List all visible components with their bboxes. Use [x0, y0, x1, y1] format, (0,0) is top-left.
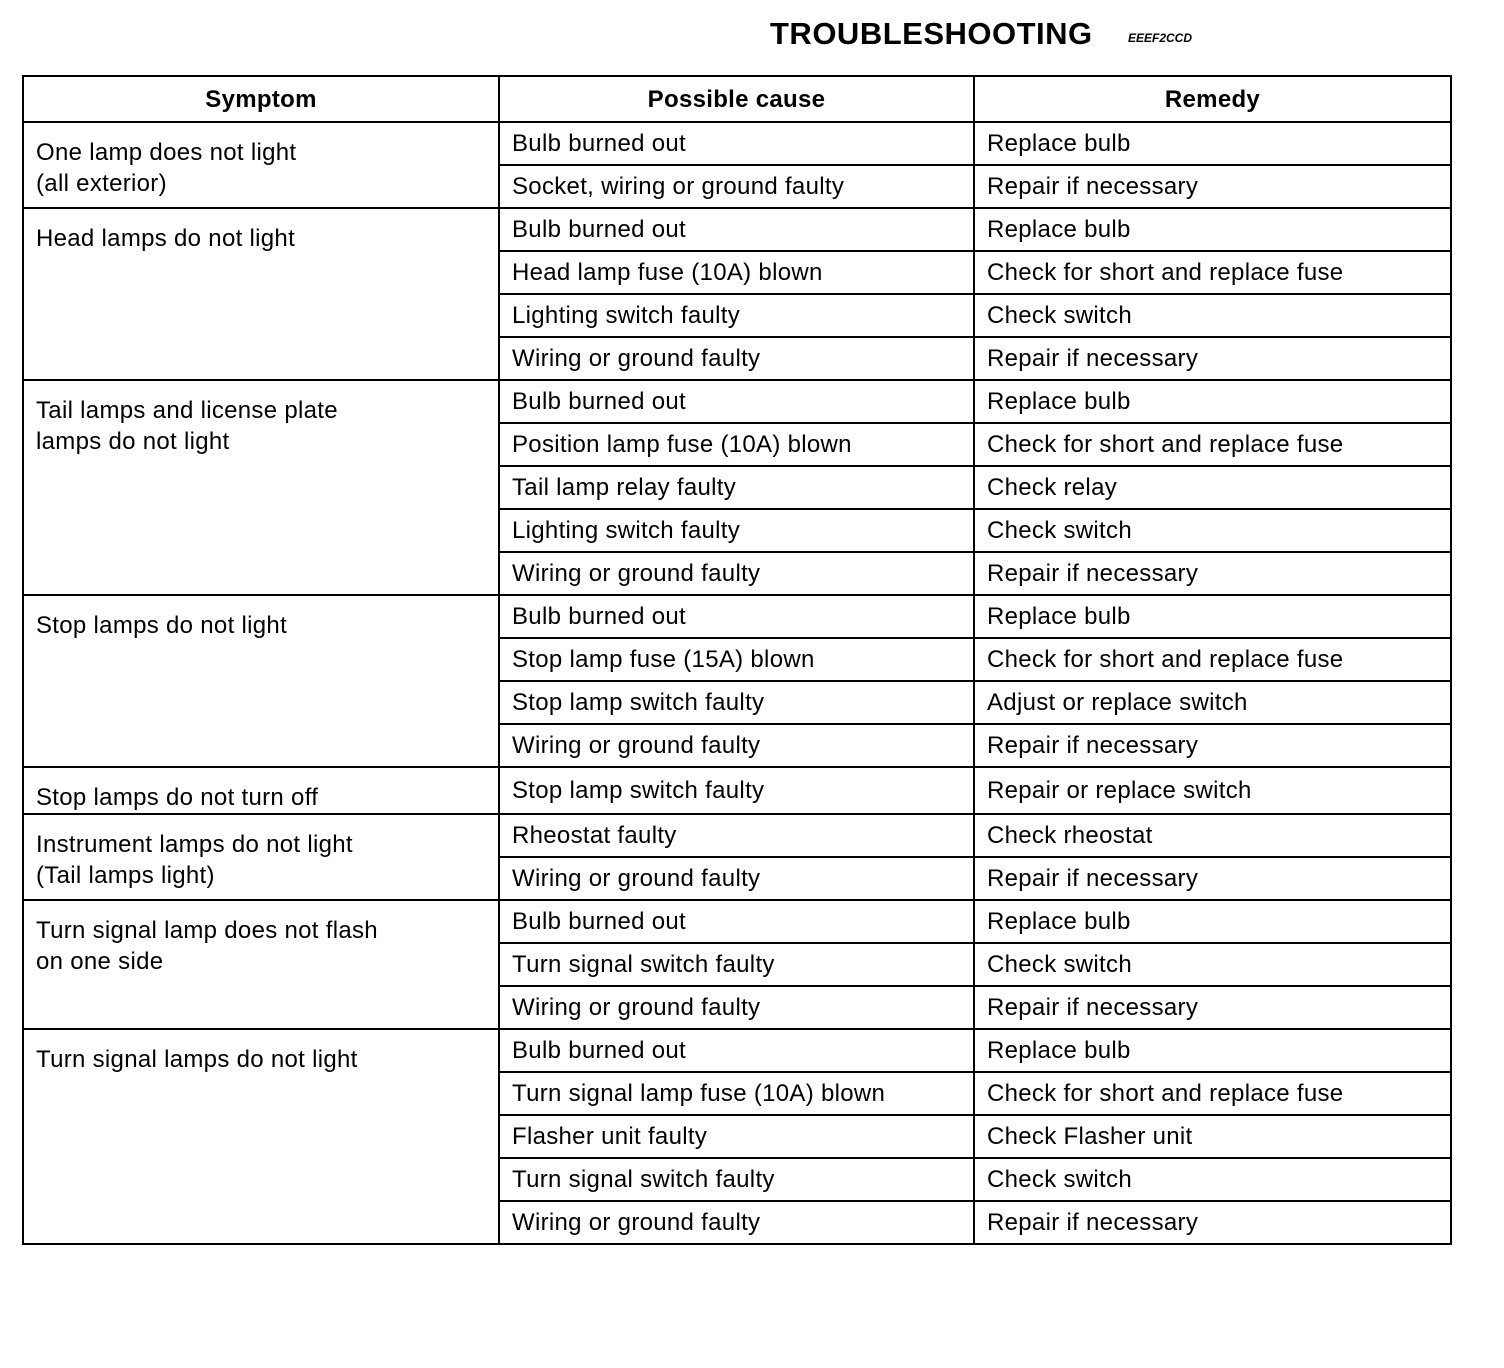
- possible-cause-cell: Socket, wiring or ground faulty: [499, 165, 974, 208]
- possible-cause-cell: Wiring or ground faulty: [499, 337, 974, 380]
- possible-cause-cell: Bulb burned out: [499, 595, 974, 638]
- possible-cause-cell: Wiring or ground faulty: [499, 1201, 974, 1244]
- possible-cause-cell: Head lamp fuse (10A) blown: [499, 251, 974, 294]
- possible-cause-cell: Turn signal lamp fuse (10A) blown: [499, 1072, 974, 1115]
- table-row: [23, 380, 1451, 423]
- possible-cause-cell: Wiring or ground faulty: [499, 552, 974, 595]
- table-row: [23, 595, 1451, 638]
- possible-cause-cell: Wiring or ground faulty: [499, 857, 974, 900]
- table-row: [23, 122, 1451, 165]
- possible-cause-cell: Turn signal switch faulty: [499, 943, 974, 986]
- remedy-cell: Repair if necessary: [974, 165, 1451, 208]
- symptom-cell: Stop lamps do not turn off: [23, 767, 499, 814]
- possible-cause-cell: Bulb burned out: [499, 208, 974, 251]
- remedy-cell: Check switch: [974, 1158, 1451, 1201]
- possible-cause-cell: Bulb burned out: [499, 122, 974, 165]
- possible-cause-cell: Lighting switch faulty: [499, 509, 974, 552]
- remedy-cell: Repair or replace switch: [974, 767, 1451, 814]
- remedy-cell: Check for short and replace fuse: [974, 1072, 1451, 1115]
- remedy-cell: Replace bulb: [974, 122, 1451, 165]
- remedy-cell: Check for short and replace fuse: [974, 638, 1451, 681]
- column-header-symptom: Symptom: [23, 76, 499, 122]
- remedy-cell: Replace bulb: [974, 595, 1451, 638]
- page-header: [0, 12, 1504, 60]
- header-row: [23, 76, 1451, 122]
- possible-cause-cell: Flasher unit faulty: [499, 1115, 974, 1158]
- remedy-cell: Adjust or replace switch: [974, 681, 1451, 724]
- possible-cause-cell: Turn signal switch faulty: [499, 1158, 974, 1201]
- remedy-cell: Replace bulb: [974, 380, 1451, 423]
- possible-cause-cell: Stop lamp switch faulty: [499, 767, 974, 814]
- remedy-cell: Repair if necessary: [974, 986, 1451, 1029]
- remedy-cell: Repair if necessary: [974, 1201, 1451, 1244]
- possible-cause-cell: Bulb burned out: [499, 900, 974, 943]
- remedy-cell: Check relay: [974, 466, 1451, 509]
- symptom-cell: Turn signal lamp does not flash on one side: [23, 900, 499, 1029]
- remedy-cell: Repair if necessary: [974, 857, 1451, 900]
- possible-cause-cell: Position lamp fuse (10A) blown: [499, 423, 974, 466]
- remedy-cell: Replace bulb: [974, 1029, 1451, 1072]
- remedy-cell: Repair if necessary: [974, 337, 1451, 380]
- troubleshooting-table: [22, 75, 1452, 1245]
- remedy-cell: Check for short and replace fuse: [974, 251, 1451, 294]
- possible-cause-cell: Bulb burned out: [499, 380, 974, 423]
- possible-cause-cell: Wiring or ground faulty: [499, 986, 974, 1029]
- remedy-cell: Replace bulb: [974, 900, 1451, 943]
- remedy-cell: Repair if necessary: [974, 552, 1451, 595]
- symptom-cell: One lamp does not light (all exterior): [23, 122, 499, 208]
- symptom-cell: Tail lamps and license plate lamps do not light: [23, 380, 499, 595]
- table-row: [23, 208, 1451, 251]
- document-code: EEEF2CCD: [1128, 31, 1193, 45]
- symptom-cell: Head lamps do not light: [23, 208, 499, 380]
- possible-cause-cell: Rheostat faulty: [499, 814, 974, 857]
- remedy-cell: Check switch: [974, 294, 1451, 337]
- table-body: [23, 122, 1451, 1244]
- possible-cause-cell: Bulb burned out: [499, 1029, 974, 1072]
- remedy-cell: Check for short and replace fuse: [974, 423, 1451, 466]
- possible-cause-cell: Stop lamp switch faulty: [499, 681, 974, 724]
- remedy-cell: Replace bulb: [974, 208, 1451, 251]
- remedy-cell: Check Flasher unit: [974, 1115, 1451, 1158]
- symptom-cell: Instrument lamps do not light (Tail lamps light): [23, 814, 499, 900]
- table-row: [23, 1029, 1451, 1072]
- column-header-remedy: Remedy: [974, 76, 1451, 122]
- possible-cause-cell: Lighting switch faulty: [499, 294, 974, 337]
- remedy-cell: Check switch: [974, 943, 1451, 986]
- possible-cause-cell: Tail lamp relay faulty: [499, 466, 974, 509]
- page-title: TROUBLESHOOTING: [770, 16, 1093, 51]
- symptom-cell: Turn signal lamps do not light: [23, 1029, 499, 1244]
- possible-cause-cell: Wiring or ground faulty: [499, 724, 974, 767]
- table-header: [23, 76, 1451, 122]
- remedy-cell: Check rheostat: [974, 814, 1451, 857]
- remedy-cell: Check switch: [974, 509, 1451, 552]
- table-row: [23, 767, 1451, 814]
- possible-cause-cell: Stop lamp fuse (15A) blown: [499, 638, 974, 681]
- table-row: [23, 814, 1451, 857]
- remedy-cell: Repair if necessary: [974, 724, 1451, 767]
- column-header-possible-cause: Possible cause: [499, 76, 974, 122]
- symptom-cell: Stop lamps do not light: [23, 595, 499, 767]
- table-row: [23, 900, 1451, 943]
